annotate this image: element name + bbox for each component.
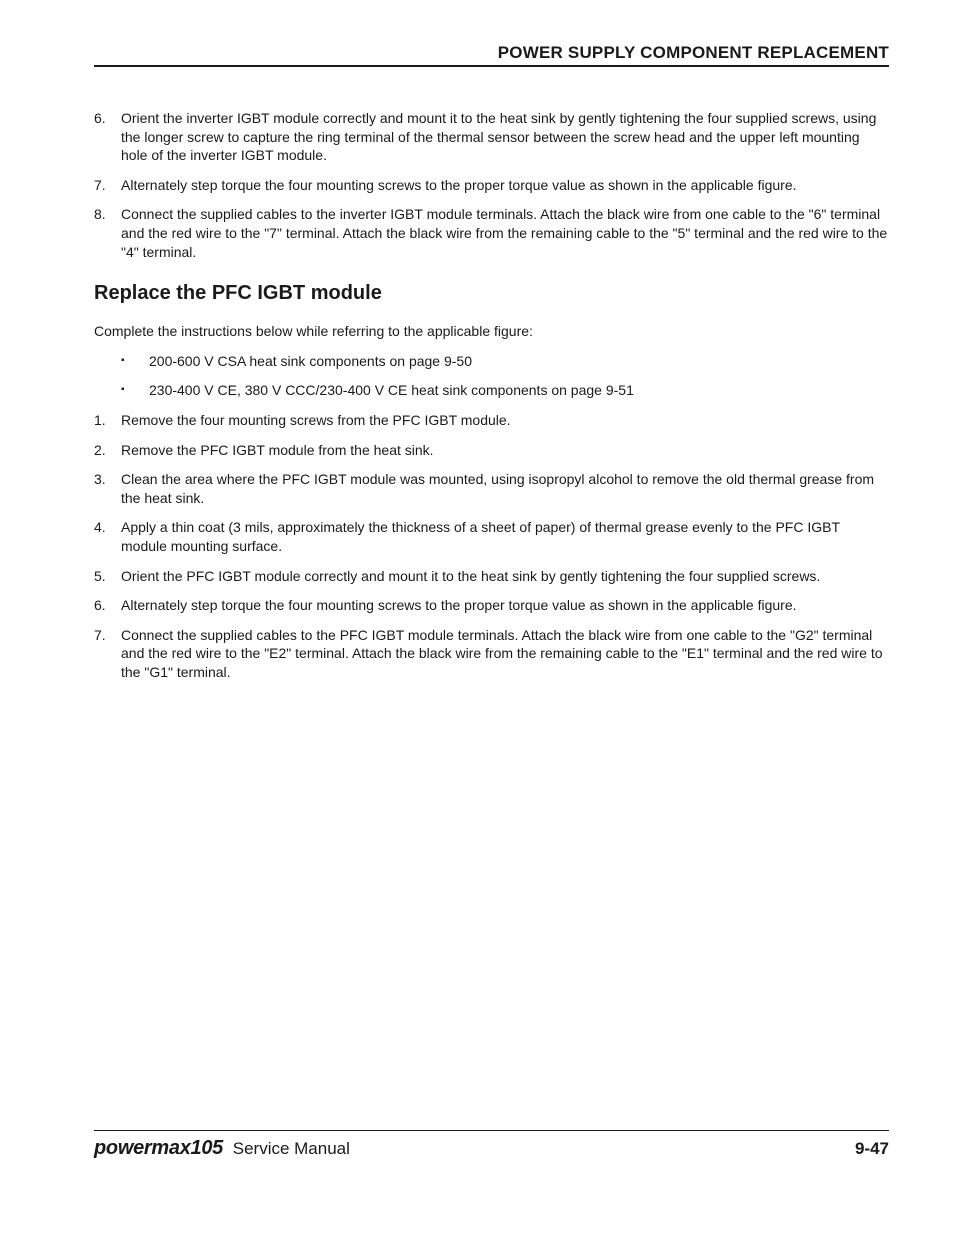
list-item: [94, 626, 889, 682]
list-item-number: 4.: [94, 519, 106, 536]
page-number: 9-47: [854, 1139, 889, 1158]
bullet-item: [94, 381, 889, 400]
list-item-number: 6.: [94, 597, 106, 614]
pfc-steps-list: [94, 411, 889, 682]
bullet-icon: ▪: [121, 354, 125, 366]
list-item: [94, 596, 889, 615]
list-item: [94, 109, 889, 165]
list-item-text: Orient the PFC IGBT module correctly and mount it to the heat sink by gently tightening the four supplied screws.: [121, 567, 821, 584]
list-item-number: 5.: [94, 567, 106, 584]
list-item-text: Alternately step torque the four mounting screws to the proper torque value as shown in the applicable figure.: [121, 597, 797, 614]
list-item-text: Apply a thin coat (3 mils, approximately the thickness of a sheet of paper) of thermal grease evenly to the PFC IGBT module mounting surface.: [121, 519, 840, 554]
list-item: [94, 470, 889, 507]
page-header: [94, 43, 889, 67]
header-title: POWER SUPPLY COMPONENT REPLACEMENT: [497, 43, 889, 62]
list-item-text: Orient the inverter IGBT module correctly and mount it to the heat sink by gently tightening the four supplied screws, using the longer screw to capture the ring terminal of the thermal sensor between the screw head and the upper left mounting hole of the inverter IGBT module.: [121, 110, 877, 164]
page-content: [94, 109, 889, 692]
bullet-item: [94, 352, 889, 371]
inverter-steps-list: [94, 109, 889, 261]
list-item-text: Connect the supplied cables to the inverter IGBT module terminals. Attach the black wire from one cable to the "6" terminal and the red wire to the "7" terminal. Attach the black wire from the remaining cable to the "5" terminal and the red wire to the "4" terminal.: [121, 206, 888, 260]
manual-title: Service Manual: [232, 1139, 350, 1158]
list-item: [94, 567, 889, 586]
list-item-number: 8.: [94, 206, 106, 223]
list-item-text: Connect the supplied cables to the PFC IGBT module terminals. Attach the black wire from one cable to the "G2" terminal and the red wire to the "E2" terminal. Attach the black wire from the remaining cable to the "E1" terminal and the red wire to the "G1" terminal.: [121, 626, 883, 680]
list-item: [94, 411, 889, 430]
list-item-number: 6.: [94, 110, 106, 126]
list-item: [94, 176, 889, 195]
bullet-text: 200-600 V CSA heat sink components on page 9-50: [149, 352, 472, 369]
list-item-number: 7.: [94, 626, 106, 643]
list-item: [94, 205, 889, 261]
list-item-text: Remove the four mounting screws from the PFC IGBT module.: [121, 411, 511, 428]
list-item-text: Alternately step torque the four mounting screws to the proper torque value as shown in the applicable figure.: [121, 176, 797, 193]
list-item-number: 3.: [94, 471, 106, 488]
bullet-text: 230-400 V CE, 380 V CCC/230-400 V CE heat sink components on page 9-51: [149, 382, 634, 399]
footer-brand: [94, 1137, 350, 1160]
list-item-number: 7.: [94, 176, 106, 193]
list-item-number: 2.: [94, 441, 106, 458]
bullet-icon: ▪: [121, 384, 125, 396]
list-item-number: 1.: [94, 411, 106, 428]
list-item-text: Clean the area where the PFC IGBT module was mounted, using isopropyl alcohol to remove the old thermal grease from the heat sink.: [121, 471, 875, 506]
list-item: [94, 441, 889, 460]
list-item-text: Remove the PFC IGBT module from the heat sink.: [121, 441, 434, 458]
list-item: [94, 518, 889, 555]
figure-reference-list: [94, 352, 889, 400]
section-intro: Complete the instructions below while referring to the applicable figure:: [94, 323, 533, 340]
section-heading: Replace the PFC IGBT module: [94, 282, 382, 305]
powermax-logo: powermax105: [94, 1137, 223, 1159]
page-footer: [94, 1130, 889, 1160]
